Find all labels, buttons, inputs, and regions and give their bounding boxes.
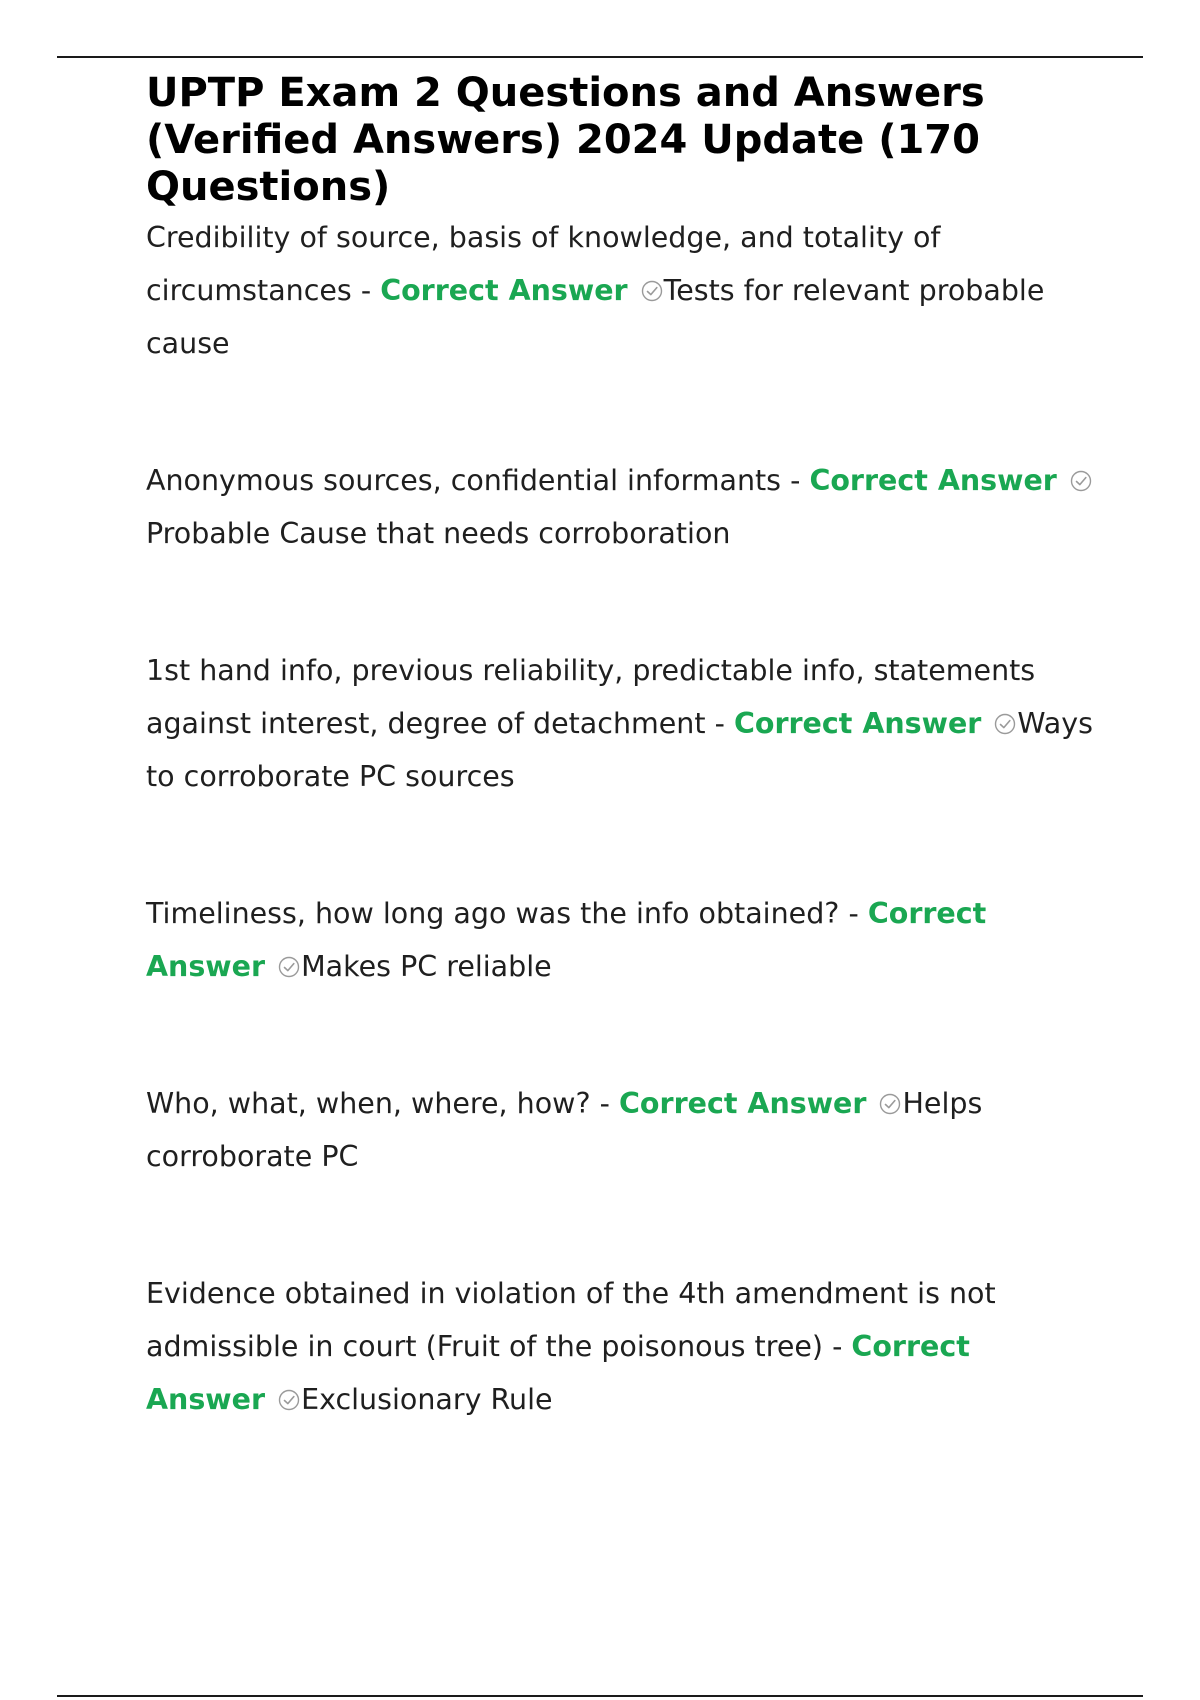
checkmark-icon [1070, 470, 1092, 492]
checkmark-icon [278, 1389, 300, 1411]
correct-answer-label: Correct Answer [146, 1330, 970, 1416]
correct-answer-label: Correct Answer [380, 274, 628, 307]
answer-text: Makes PC reliable [301, 950, 552, 983]
answer-text: Ways to corroborate PC sources [146, 707, 1093, 793]
bottom-rule [57, 1695, 1143, 1697]
correct-answer-label: Correct Answer [619, 1087, 867, 1120]
question-text: Evidence obtained in violation of the 4th amendment is not admissible in court (Fruit of the poisonous tree) [146, 1277, 996, 1363]
correct-answer-label: Correct Answer [809, 464, 1057, 497]
checkmark-icon [641, 280, 663, 302]
answer-text: Tests for relevant probable cause [146, 274, 1045, 360]
correct-answer-label: Correct Answer [146, 897, 987, 983]
checkmark-icon [994, 713, 1016, 735]
top-rule [57, 56, 1143, 58]
question-text: Who, what, when, where, how? [146, 1087, 591, 1120]
page-title: UPTP Exam 2 Questions and Answers (Verified Answers) 2024 Update (170 Questions) [146, 70, 985, 210]
qa-item: Timeliness, how long ago was the info obtained? - Correct Answer Makes PC reliable [146, 897, 987, 983]
qa-item: Anonymous sources, confidential informants - Correct Answer Probable Cause that needs corroboration [146, 454, 1096, 560]
qa-item: Evidence obtained in violation of the 4th amendment is not admissible in court (Fruit of the poisonous tree) - Correct Answer Exclusionary Rule [146, 1277, 996, 1416]
qa-item: Who, what, when, where, how? - Correct Answer Helps corroborate PC [146, 1087, 983, 1173]
question-text: Timeliness, how long ago was the info obtained? [146, 897, 840, 930]
qa-item: 1st hand info, previous reliability, predictable info, statements against interest, degree of detachment - Correct Answer Ways to corroborate PC sources [146, 654, 1093, 793]
checkmark-icon [879, 1093, 901, 1115]
question-text: Anonymous sources, confidential informants [146, 464, 782, 497]
correct-answer-label: Correct Answer [733, 707, 982, 740]
question-text: 1st hand info, previous reliability, predictable info, statements against interest, degree of detachment [146, 654, 1036, 740]
document-body [146, 70, 1096, 1426]
answer-text: Helps corroborate PC [146, 1087, 983, 1173]
checkmark-icon [278, 956, 300, 978]
answer-text: Probable Cause that needs corroboration [146, 517, 731, 550]
question-text: Credibility of source, basis of knowledge, and totality of circumstances [146, 221, 941, 307]
answer-text: Exclusionary Rule [301, 1383, 553, 1416]
qa-item: Credibility of source, basis of knowledge, and totality of circumstances - Correct Answer Tests for relevant probable cause [146, 221, 1045, 360]
